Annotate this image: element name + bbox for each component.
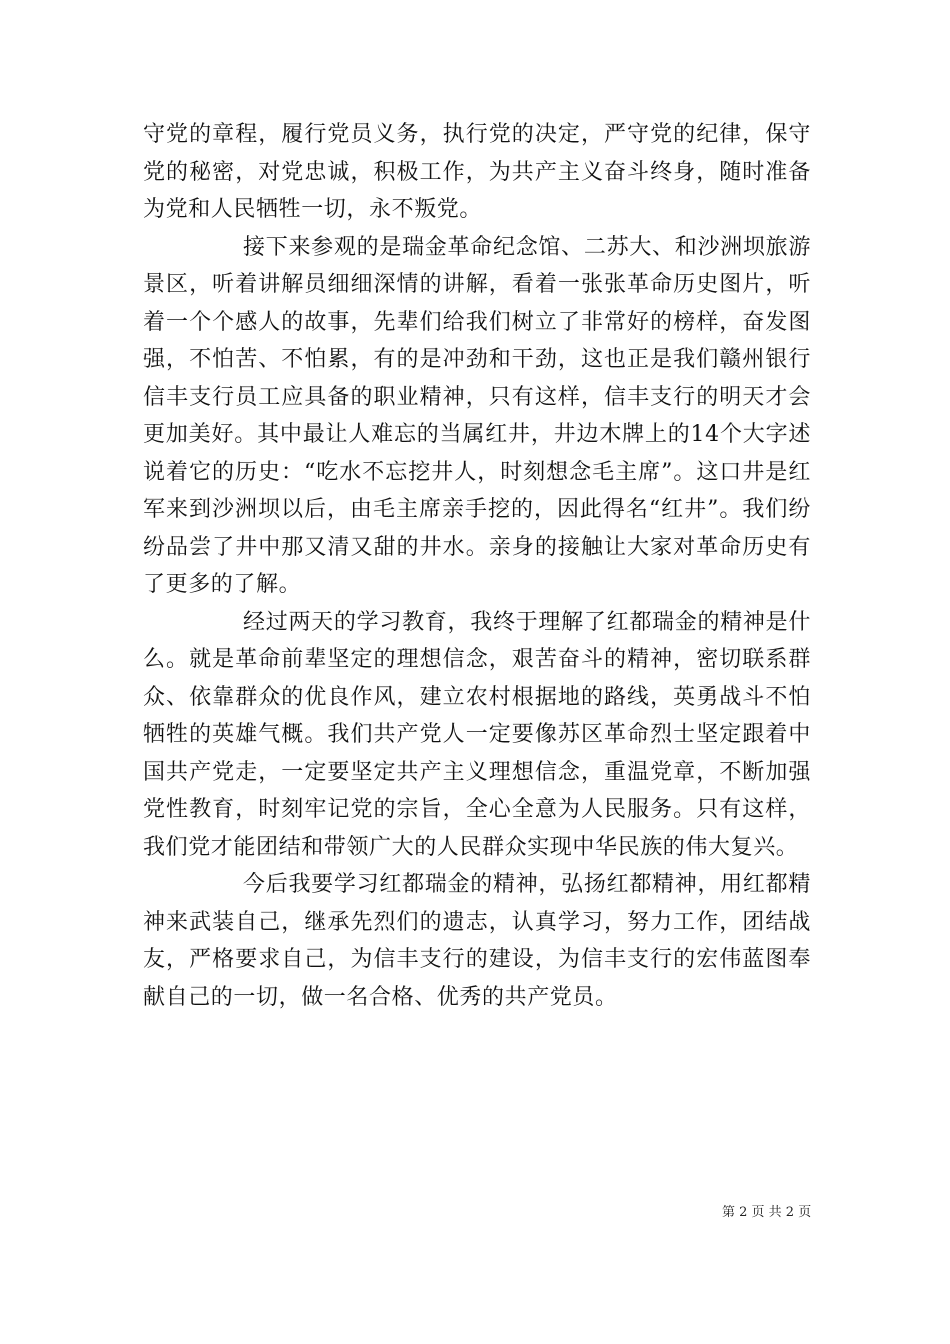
- document-body: [143, 116, 811, 1016]
- paragraph-2: 接下来参观的是瑞金革命纪念馆、二苏大、和沙洲坝旅游景区，听着讲解员细细深情的讲解，看着一张张革命历史图片，听着一个个感人的故事，先辈们给我们树立了非常好的榜样，奋发图强，不怕苦、不怕累，有的是冲劲和干劲，这也正是我们赣州银行信丰支行员工应具备的职业精神，只有这样，信丰支行的明天才会更加美好。其中最让人难忘的当属红井，井边木牌上的14个大字述说着它的历史：“吃水不忘挖井人，时刻想念毛主席”。这口井是红军来到沙洲坝以后，由毛主席亲手挖的，因此得名“红井”。我们纷纷品尝了井中那又清又甜的井水。亲身的接触让大家对革命历史有了更多的了解。: [143, 234, 811, 597]
- paragraph-4: 今后我要学习红都瑞金的精神，弘扬红都精神，用红都精神来武装自己，继承先烈们的遗志，认真学习，努力工作，团结战友，严格要求自己，为信丰支行的建设，为信丰支行的宏伟蓝图奉献自己的一切，做一名合格、优秀的共产党员。: [143, 872, 811, 1010]
- paragraph-1: 守党的章程，履行党员义务，执行党的决定，严守党的纪律，保守党的秘密，对党忠诚，积极工作，为共产主义奋斗终身，随时准备为党和人民牺牲一切，永不叛党。: [143, 122, 811, 222]
- page-number-footer: 第 2 页 共 2 页: [722, 1205, 812, 1220]
- paragraph-3: 经过两天的学习教育，我终于理解了红都瑞金的精神是什么。就是革命前辈坚定的理想信念，艰苦奋斗的精神，密切联系群众、依靠群众的优良作风，建立农村根据地的路线，英勇战斗不怕牺牲的英雄气概。我们共产党人一定要像苏区革命烈士坚定跟着中国共产党走，一定要坚定共产主义理想信念，重温党章，不断加强党性教育，时刻牢记党的宗旨，全心全意为人民服务。只有这样，我们党才能团结和带领广大的人民群众实现中华民族的伟大复兴。: [143, 609, 811, 860]
